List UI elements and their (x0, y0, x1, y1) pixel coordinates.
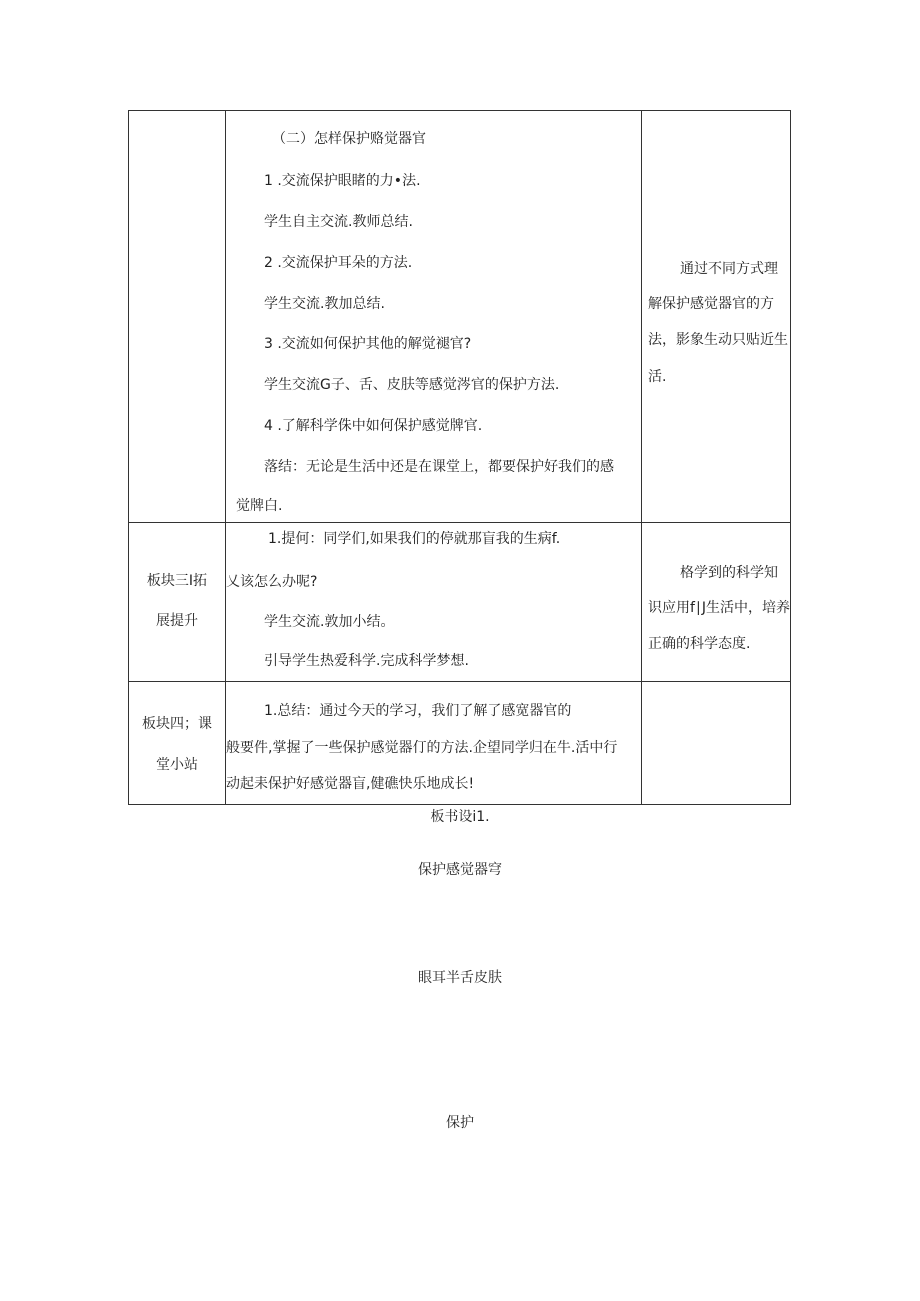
board-title: 保护感觉器穹 (418, 862, 502, 878)
purpose-line: 解保护感觉器官的方 (648, 296, 774, 312)
board-organs: 眼耳半舌皮肤 (418, 970, 502, 986)
purpose-line: 正确的科学态度. (648, 636, 751, 652)
section-label-line: 板块四；课 (142, 716, 212, 732)
table-row (129, 523, 791, 682)
purpose-cell (642, 523, 791, 682)
content-line: 4 .了解科学侏中如何保护感觉牌官. (264, 418, 483, 434)
content-line: 乂该怎么办呢? (226, 574, 318, 590)
content-line: 1.提何：同学们,如果我们的停就那盲我的生病f. (268, 531, 561, 547)
activity-content-cell (226, 682, 642, 805)
section-label-line: 板块三I拓 (146, 573, 208, 589)
lesson-plan-table (128, 110, 791, 805)
activity-content-cell (226, 523, 642, 682)
content-line: 学生交流.敦加小结。 (264, 614, 395, 630)
content-line: 动起耒保护好感觉器盲,健礁快乐地成长! (226, 776, 475, 792)
purpose-cell (642, 111, 791, 523)
content-line: 落结：无论是生活中还是在课堂上，都要保护好我们的感 (264, 459, 614, 475)
content-line: 学生自主交流.教师总结. (264, 214, 413, 230)
table-row (129, 111, 791, 523)
content-line: 3 .交流如何保护其他的解觉褪官? (264, 336, 472, 352)
content-line: 1.总结：通过今天的学习，我们了解了感宽器官的 (264, 703, 572, 719)
content-line: 般要件,掌握了一些保护感觉器仃的方法.企望同学归在牛.活中行 (226, 740, 618, 756)
content-line: 2 .交流保护耳朵的方法. (264, 255, 413, 271)
activity-content-cell (226, 111, 642, 523)
content-line: 觉牌白. (236, 498, 283, 514)
table-row (129, 682, 791, 805)
board-action: 保护 (446, 1115, 474, 1131)
purpose-line: 识应用f∣J生活中，培养 (648, 600, 791, 616)
board-design-heading: 板书设i1. (430, 809, 490, 825)
content-line: （二）怎样保护赂觉器官 (272, 131, 426, 147)
content-line: 学生交流G子、舌、皮肤等感觉涔官的保护方法. (264, 377, 560, 393)
content-line: 1 .交流保护眼睹的力•法. (264, 173, 421, 189)
section-label-line: 堂小站 (156, 757, 198, 773)
purpose-line: 法，影象生动只贴近生 (648, 332, 788, 348)
content-line: 学生交流.教加总结. (264, 296, 385, 312)
section-label-cell (129, 523, 226, 682)
purpose-cell (642, 682, 791, 805)
purpose-line: 活. (648, 369, 667, 385)
section-label-cell (129, 682, 226, 805)
section-label-line: 展提升 (156, 613, 198, 629)
purpose-line: 通过不同方式理 (680, 261, 778, 277)
content-line: 引导学生热爱科学.完成科学梦想. (264, 653, 469, 669)
section-label-cell (129, 111, 226, 523)
purpose-line: 格学到的科学知 (680, 565, 778, 581)
